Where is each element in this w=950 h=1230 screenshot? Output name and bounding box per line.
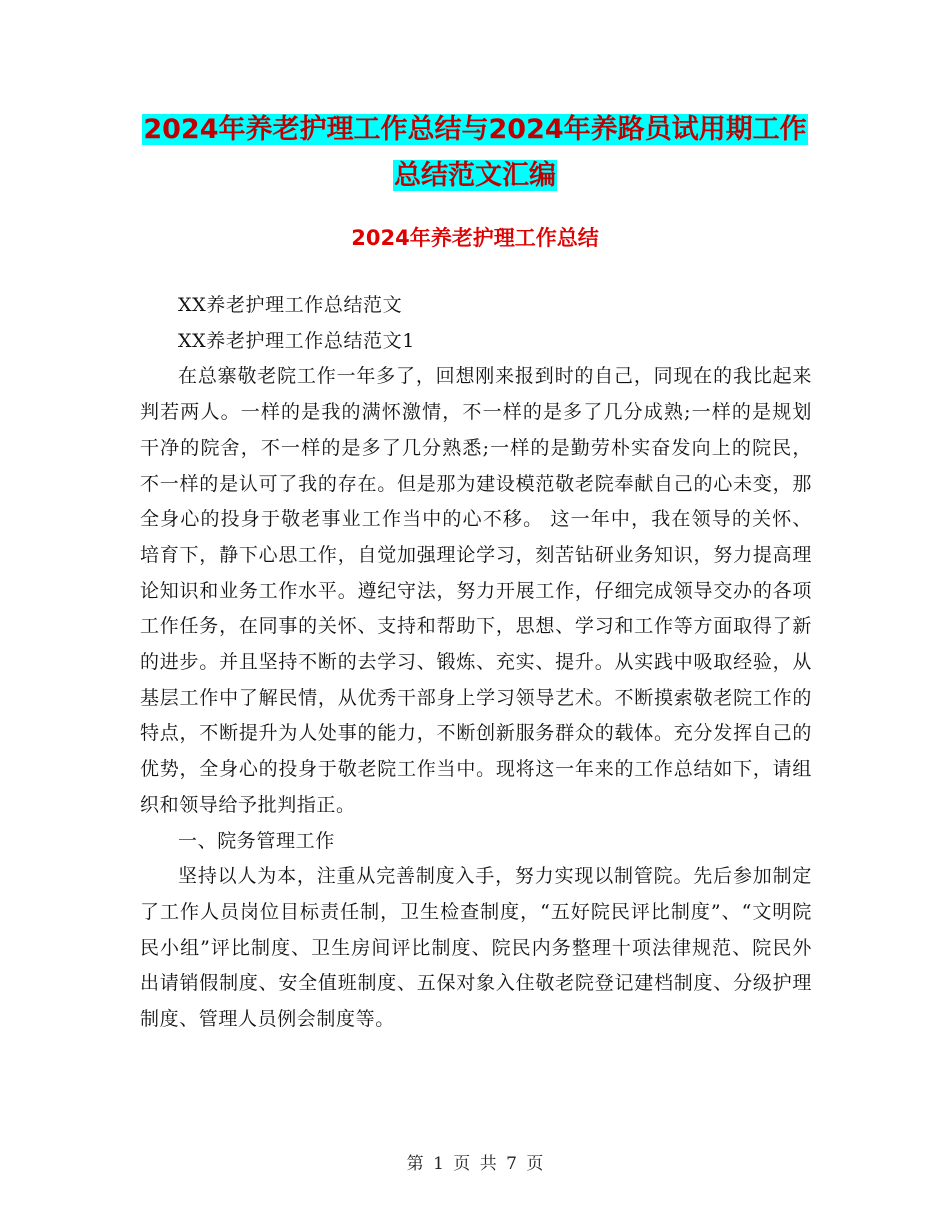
paragraph: 在总寨敬老院工作一年多了，回想刚来报到时的自己，同现在的我比起来判若两人。一样的是我的满怀激情，不一样的是多了几分成熟;一样的是规划干净的院舍，不一样的是多了几分熟悉;一样的是勤劳朴实奋发向上的院民，不一样的是认可了我的存在。但是那为建设模范敬老院奉献自己的心未变，那全身心的投身于敬老事业工作当中的心不移。 这一年中，我在领导的关怀、培育下，静下心思工作，自觉加强理论学习，刻苦钻研业务知识，努力提高理论知识和业务工作水平。遵纪守法，努力开展工作，仔细完成领导交办的各项工作任务，在同事的关怀、支持和帮助下，思想、学习和工作等方面取得了新的进步。并且坚持不断的去学习、锻炼、充实、提升。从实践中吸取经验，从基层工作中了解民情，从优秀干部身上学习领导艺术。不断摸索敬老院工作的特点，不断提升为人处事的能力，不断创新服务群众的载体。充分发挥自己的优势，全身心的投身于敬老院工作当中。现将这一年来的工作总结如下，请组织和领导给予批判指正。	[140, 365, 812, 816]
document-title-text-2: 总结范文汇编	[394, 160, 556, 191]
paragraph: XX养老护理工作总结范文1	[178, 329, 415, 352]
paragraph: XX养老护理工作总结范文	[178, 294, 403, 316]
document-body	[140, 288, 812, 1038]
paragraph-heading: 一、院务管理工作	[178, 829, 335, 852]
paragraph: 坚持以人为本，注重从完善制度入手，努力实现以制管院。先后参加制定了工作人员岗位目标责任制，卫生检查制度，“五好院民评比制度”、“文明院民小组”评比制度、卫生房间评比制度、院民内务整理十项法律规范、院民外出请销假制度、安全值班制度、五保对象入住敬老院登记建档制度、分级护理制度、管理人员例会制度等。	[140, 865, 812, 1031]
page-footer: 第 1 页 共 7 页	[406, 1154, 544, 1174]
section-heading: 2024年养老护理工作总结	[351, 226, 599, 250]
document-title-text-1: 2024年养老护理工作总结与2024年养路员试用期工作	[143, 114, 807, 145]
document-title-line-1	[0, 110, 950, 150]
document-title-line-2	[0, 156, 950, 196]
